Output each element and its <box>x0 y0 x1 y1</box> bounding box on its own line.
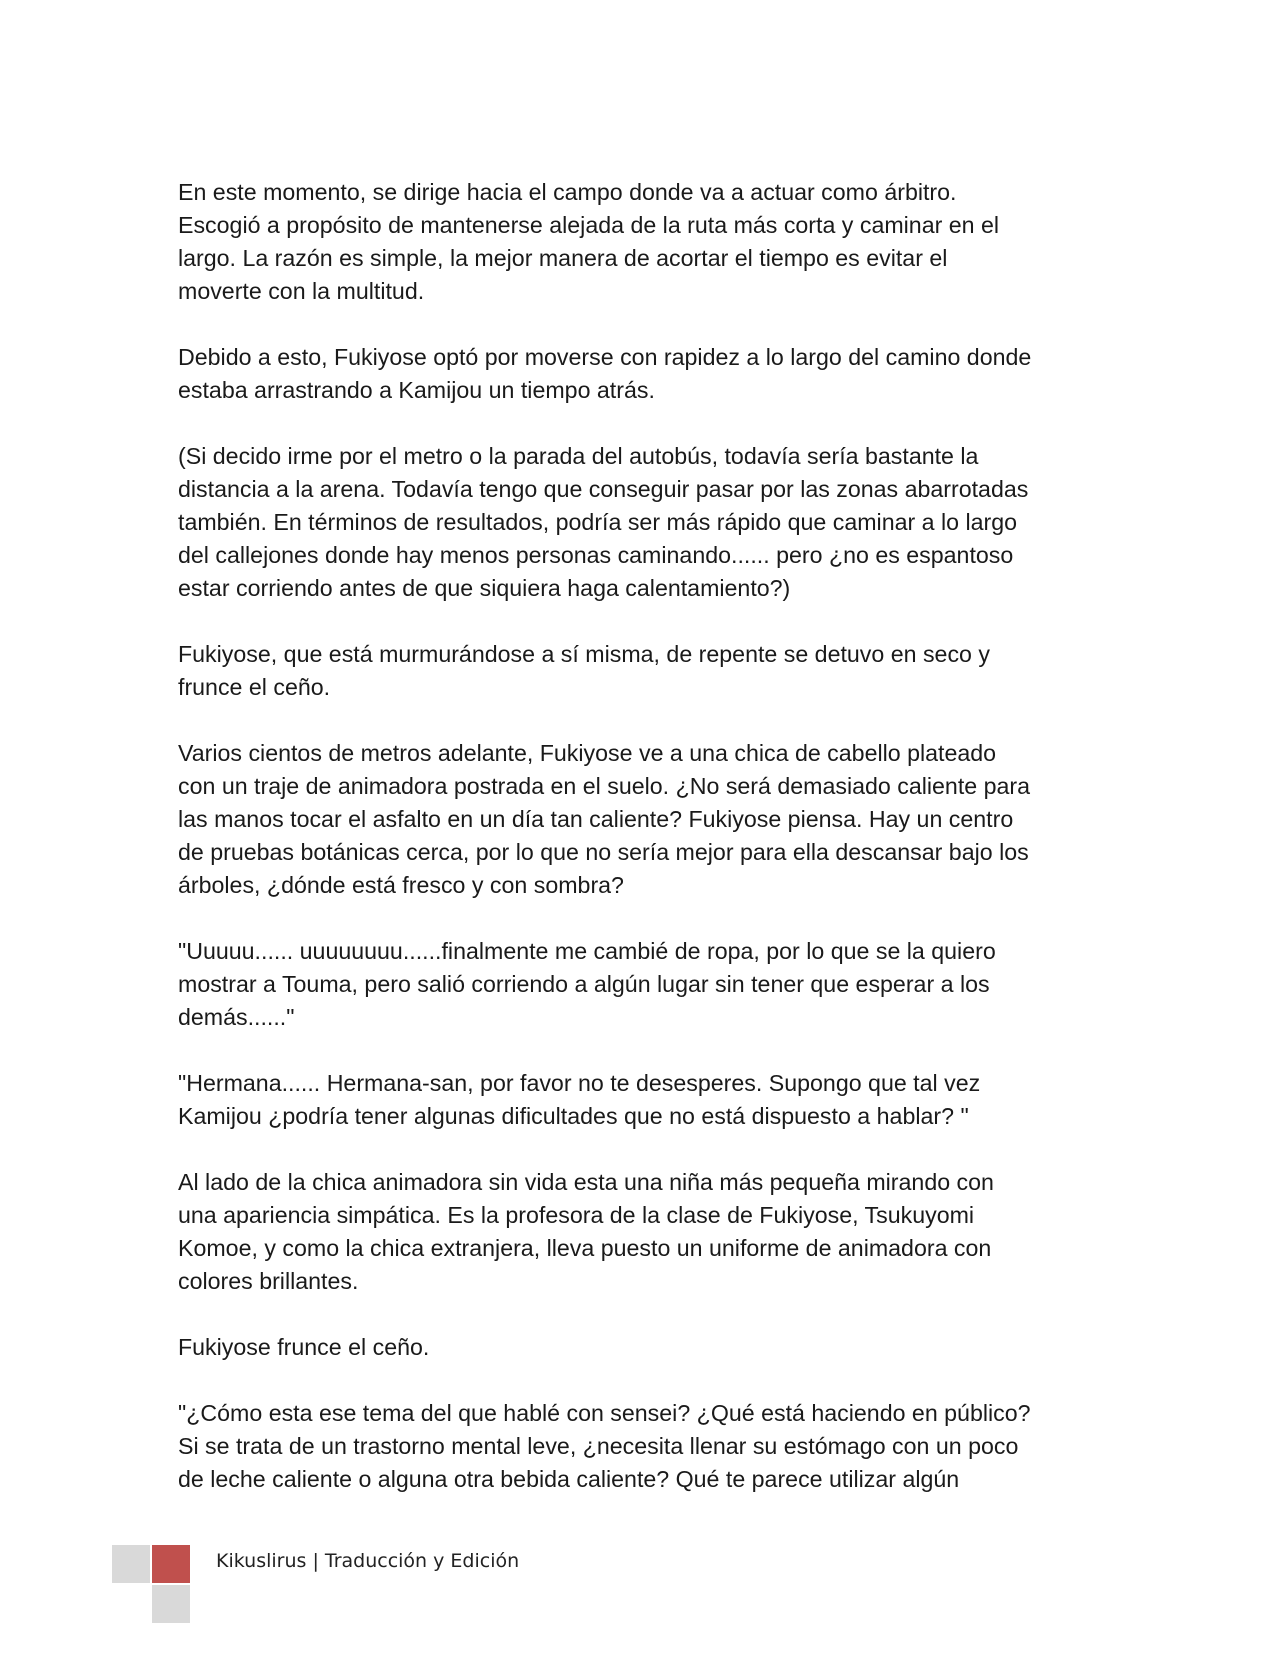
paragraph: "Hermana...... Hermana-san, por favor no te desesperes. Supongo que tal vez Kamijou ¿podría tener algunas dificultades que no está dispuesto a hablar? " <box>178 1070 981 1129</box>
footer-decoration-square-grey <box>112 1545 150 1583</box>
paragraph: Fukiyose, que está murmurándose a sí misma, de repente se detuvo en seco y frunce el ceño. <box>178 641 990 700</box>
page-footer <box>112 1545 712 1655</box>
footer-decoration-square-red <box>152 1545 190 1583</box>
paragraph: Varios cientos de metros adelante, Fukiyose ve a una chica de cabello plateado con un traje de animadora postrada en el suelo. ¿No será demasiado caliente para las manos tocar el asfalto en un día tan caliente? Fukiyose piensa. Hay un centro de pruebas botánicas cerca, por lo que no sería mejor para ella descansar bajo los árboles, ¿dónde está fresco y con sombra? <box>178 740 1031 898</box>
footer-decoration-square-grey <box>152 1585 190 1623</box>
footer-credit: Kikuslirus | Traducción y Edición <box>216 1550 520 1572</box>
paragraph: "¿Cómo esta ese tema del que hablé con sensei? ¿Qué está haciendo en público? Si se trata de un trastorno mental leve, ¿necesita llenar su estómago con un poco de leche caliente o alguna otra bebida caliente? Qué te parece utilizar algún <box>178 1400 1031 1492</box>
paragraph: Al lado de la chica animadora sin vida esta una niña más pequeña mirando con una apariencia simpática. Es la profesora de la clase de Fukiyose, Tsukuyomi Komoe, y como la chica extranjera, lleva puesto un uniforme de animadora con colores brillantes. <box>178 1169 994 1294</box>
paragraph: "Uuuuu...... uuuuuuuu......finalmente me cambié de ropa, por lo que se la quiero mostrar a Touma, pero salió corriendo a algún lugar sin tener que esperar a los demás......" <box>178 938 996 1030</box>
paragraph: Debido a esto, Fukiyose optó por moverse con rapidez a lo largo del camino donde estaba arrastrando a Kamijou un tiempo atrás. <box>178 344 1032 403</box>
page-body <box>178 176 1108 1529</box>
paragraph: (Si decido irme por el metro o la parada del autobús, todavía sería bastante la distancia a la arena. Todavía tengo que conseguir pasar por las zonas abarrotadas también. En términos de resultados, podría ser más rápido que caminar a lo largo del callejones donde hay menos personas caminando...... pero ¿no es espantoso estar corriendo antes de que siquiera haga calentamiento?) <box>178 443 1029 601</box>
paragraph: En este momento, se dirige hacia el campo donde va a actuar como árbitro. Escogió a propósito de mantenerse alejada de la ruta más corta y caminar en el largo. La razón es simple, la mejor manera de acortar el tiempo es evitar el moverte con la multitud. <box>178 179 1000 304</box>
paragraph: Fukiyose frunce el ceño. <box>178 1334 430 1360</box>
